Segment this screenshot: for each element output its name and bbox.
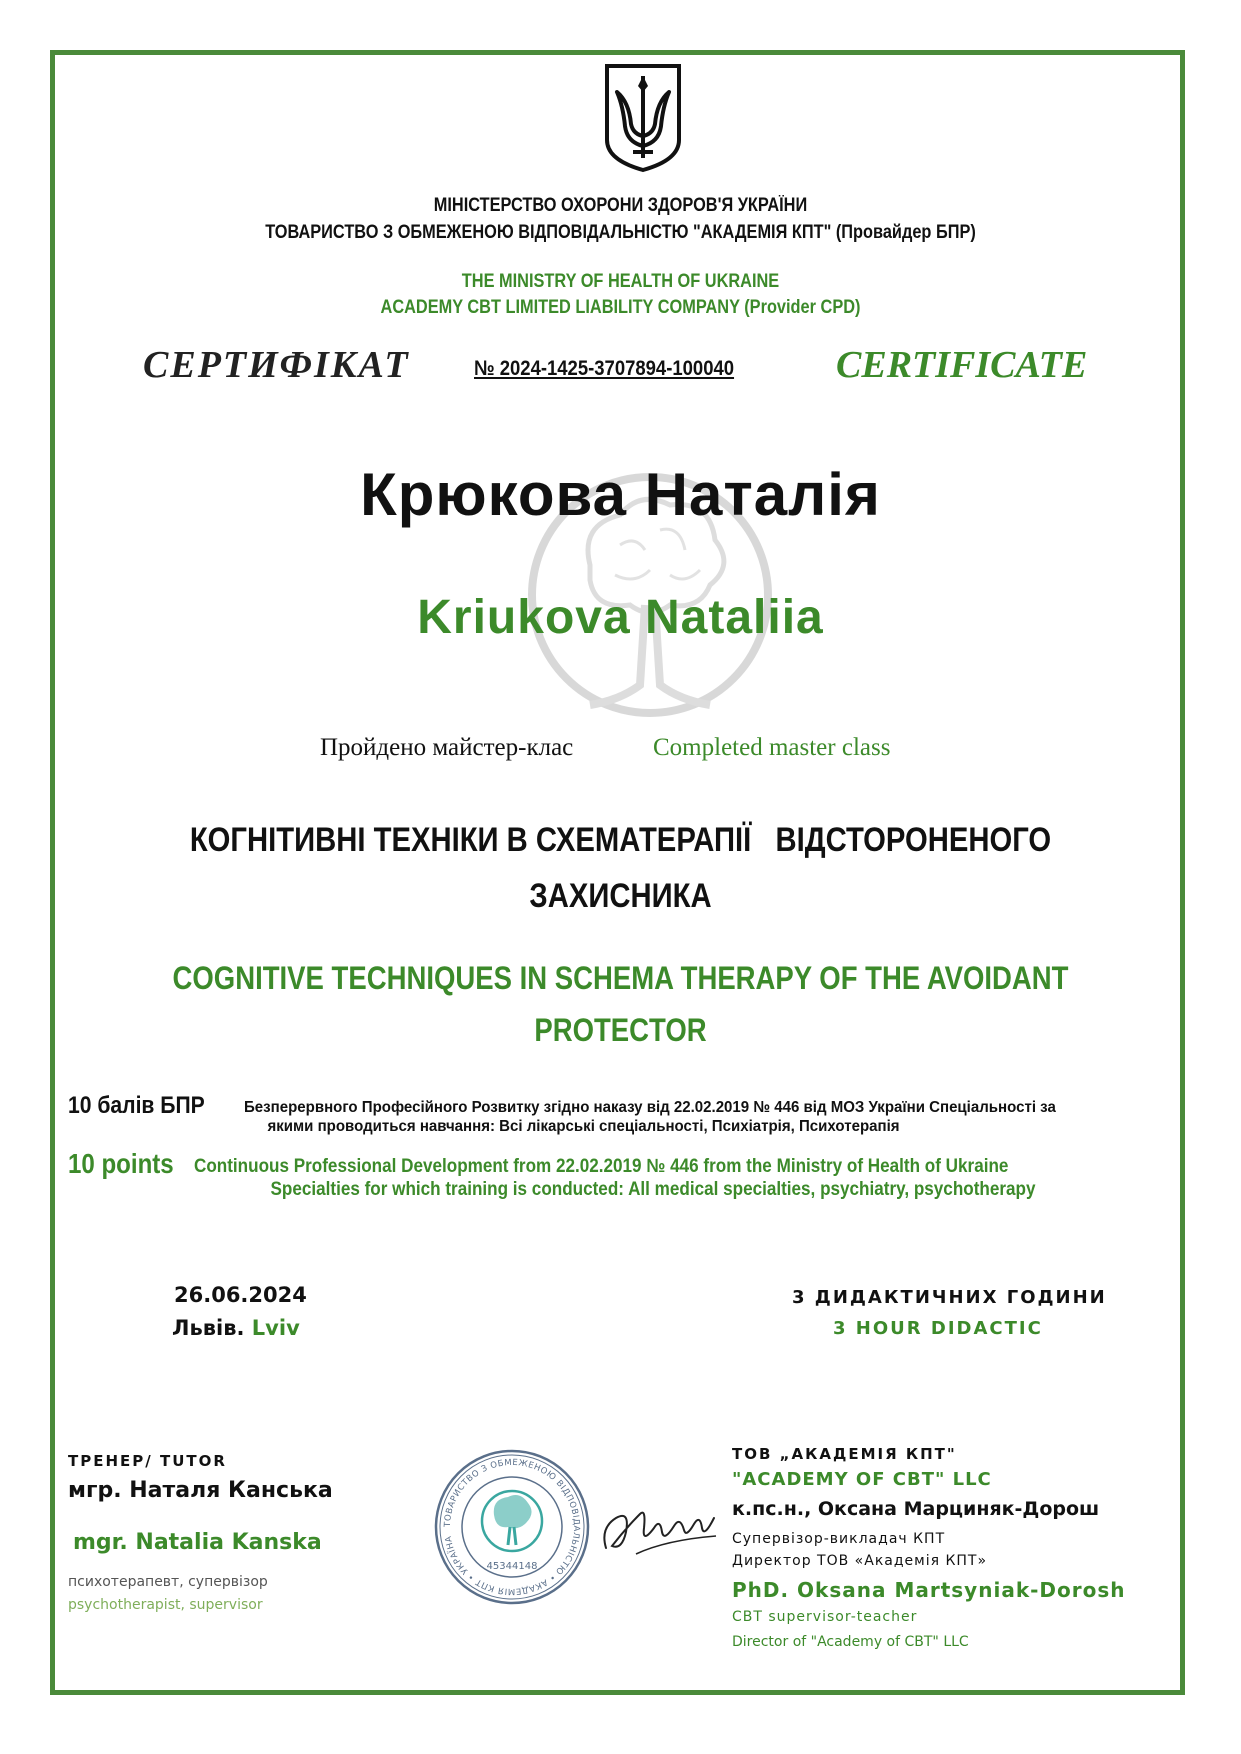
points-en-line2: Specialties for which training is conducted: All medical specialties, psychiatry, psychotherapy: [270, 1179, 1036, 1200]
recipient-name-en: Kriukova Nataliia: [417, 591, 824, 644]
tutor-label: ТРЕНЕР/ TUTOR: [68, 1452, 227, 1470]
city-ua: Львів.: [172, 1316, 245, 1340]
course-topic-ua-line1: КОГНІТИВНІ ТЕХНІКИ В СХЕМАТЕРАПІЇ ВІДСТОРОНЕНОГО: [189, 821, 1052, 859]
certificate-number: № 2024-1425-3707894-100040: [474, 357, 735, 380]
course-topic-ua: [87, 812, 1154, 924]
points-ua-heading: 10 балів БПР: [68, 1092, 205, 1119]
course-topic-en-line1: COGNITIVE TECHNIQUES IN SCHEMA THERAPY OF THE AVOIDANT: [172, 960, 1069, 996]
stamp-code: 45344148: [486, 1561, 538, 1572]
points-en-description: [194, 1155, 1049, 1201]
company-stamp: [432, 1447, 592, 1607]
points-ua-line1: Безперервного Професійного Розвитку згідно наказу від 22.02.2019 № 446 від МОЗ України Спеціальності за: [244, 1099, 1056, 1116]
company-en: ACADEMY CBT LIMITED LIABILITY COMPANY (Provider CPD): [380, 297, 861, 318]
director-role-ua-1: Супервізор-викладач КПТ: [732, 1531, 946, 1547]
certificate-title-en: CERTIFICATE: [836, 344, 1088, 386]
tutor-name-en: mgr. Natalia Kanska: [73, 1530, 322, 1555]
points-en-line1: Continuous Professional Development from 22.02.2019 № 446 from the Ministry of Health of Ukraine: [194, 1156, 1009, 1177]
hours-ua: 3 ДИДАКТИЧНИХ ГОДИНИ: [792, 1287, 1107, 1308]
issue-date: 26.06.2024: [174, 1283, 307, 1307]
director-org-ua: ТОВ „АКАДЕМІЯ КПТ": [732, 1445, 957, 1463]
course-topic-en-line2: PROTECTOR: [534, 1012, 707, 1048]
city-en: Lviv: [251, 1316, 300, 1340]
director-role-en-2: Director of "Academy of CBT" LLC: [732, 1634, 969, 1650]
director-role-en-1: CBT supervisor-teacher: [732, 1609, 918, 1625]
company-ua: ТОВАРИСТВО З ОБМЕЖЕНОЮ ВІДПОВІДАЛЬНІСТЮ "АКАДЕМІЯ КПТ" (Провайдер БПР): [265, 222, 976, 243]
director-org-en: "ACADEMY OF CBT" LLC: [732, 1469, 992, 1490]
course-topic-ua-line2: ЗАХИСНИКА: [529, 877, 712, 915]
completed-label-ua: Пройдено майстер-клас: [320, 734, 574, 761]
certificate-title-ua: СЕРТИФІКАТ: [143, 344, 410, 386]
tutor-role-ua: психотерапевт, супервізор: [68, 1574, 268, 1590]
course-topic-en: [87, 952, 1154, 1056]
ukraine-trident-emblem: [603, 62, 683, 174]
points-ua-line2: якими проводиться навчання: Всі лікарські спеціальності, Психіатрія, Психотерапія: [267, 1118, 900, 1135]
tutor-name-ua: мгр. Наталя Канська: [68, 1478, 333, 1503]
points-ua-description: [244, 1098, 1118, 1136]
points-en-heading: 10 points: [68, 1148, 174, 1179]
ministry-en: THE MINISTRY OF HEALTH OF UKRAINE: [461, 271, 780, 292]
stamp-ring-text: ТОВАРИСТВО З ОБМЕЖЕНОЮ ВІДПОВІДАЛЬНІСТЮ • АКАДЕМІЯ КПТ • УКРАЇНА: [442, 1457, 582, 1597]
recipient-name-ua: Крюкова Наталія: [360, 461, 881, 528]
director-name-ua: к.пс.н., Оксана Марциняк-Дорош: [732, 1498, 1100, 1520]
ministry-ua: МІНІСТЕРСТВО ОХОРОНИ ЗДОРОВ'Я УКРАЇНИ: [433, 195, 808, 216]
director-name-en: PhD. Oksana Martsyniak-Dorosh: [732, 1578, 1126, 1602]
director-role-ua-2: Директор ТОВ «Академія КПТ»: [732, 1553, 988, 1569]
director-signature: [596, 1488, 722, 1568]
city: [172, 1316, 300, 1340]
completed-label-en: Completed master class: [653, 734, 891, 761]
hours-en: 3 HOUR DIDACTIC: [833, 1318, 1043, 1339]
tutor-role-en: psychotherapist, supervisor: [68, 1597, 263, 1613]
